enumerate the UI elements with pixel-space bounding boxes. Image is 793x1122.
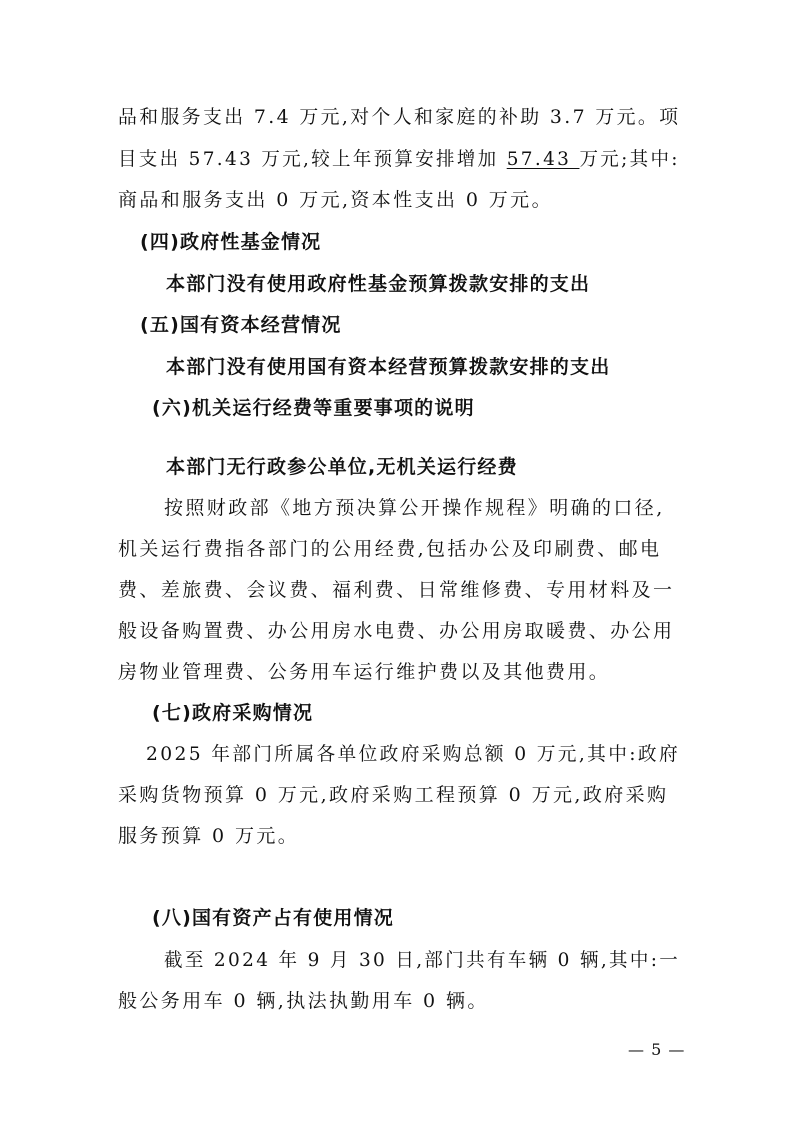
section-body-4: 本部门没有使用政府性基金预算拨款安排的支出 bbox=[166, 273, 591, 295]
text-segment: 目支出 57.43 万元,较上年预算安排增加 bbox=[118, 148, 507, 170]
section-heading-7: (七)政府采购情况 bbox=[152, 702, 314, 724]
page-number: — 5 — bbox=[628, 1040, 686, 1059]
section-heading-6: (六)机关运行经费等重要事项的说明 bbox=[152, 397, 475, 419]
paragraph-line: 服务预算 0 万元。 bbox=[118, 825, 300, 847]
paragraph-line: 按照财政部《地方预决算公开操作规程》明确的口径, bbox=[164, 497, 665, 519]
paragraph-line: 机关运行费指各部门的公用经费,包括办公及印刷费、邮电 bbox=[118, 538, 662, 560]
text-segment: 万元;其中: bbox=[579, 148, 680, 170]
section-body-5: 本部门没有使用国有资本经营预算拨款安排的支出 bbox=[166, 356, 611, 378]
section-heading-4: (四)政府性基金情况 bbox=[140, 231, 322, 253]
paragraph-line: 房物业管理费、公务用车运行维护费以及其他费用。 bbox=[118, 661, 611, 683]
paragraph-line: 截至 2024 年 9 月 30 日,部门共有车辆 0 辆,其中:一 bbox=[164, 949, 681, 971]
paragraph-line: 费、差旅费、会议费、福利费、日常维修费、专用材料及一 bbox=[118, 579, 675, 601]
paragraph-line bbox=[118, 145, 680, 173]
paragraph-line: 商品和服务支出 0 万元,资本性支出 0 万元。 bbox=[118, 189, 553, 211]
section-heading-5: (五)国有资本经营情况 bbox=[140, 314, 342, 336]
paragraph-line: 品和服务支出 7.4 万元,对个人和家庭的补助 3.7 万元。项 bbox=[118, 106, 681, 128]
paragraph-line: 采购货物预算 0 万元,政府采购工程预算 0 万元,政府采购 bbox=[118, 784, 669, 806]
underlined-amount: 57.43 bbox=[506, 148, 580, 170]
paragraph-line: 2025 年部门所属各单位政府采购总额 0 万元,其中:政府 bbox=[146, 743, 681, 765]
paragraph-line: 般公务用车 0 辆,执法执勤用车 0 辆。 bbox=[118, 990, 489, 1012]
paragraph-line: 般设备购置费、办公用房水电费、办公用房取暖费、办公用 bbox=[118, 620, 675, 642]
section-statement-6: 本部门无行政参公单位,无机关运行经费 bbox=[166, 456, 518, 478]
section-heading-8: (八)国有资产占有使用情况 bbox=[152, 907, 394, 929]
